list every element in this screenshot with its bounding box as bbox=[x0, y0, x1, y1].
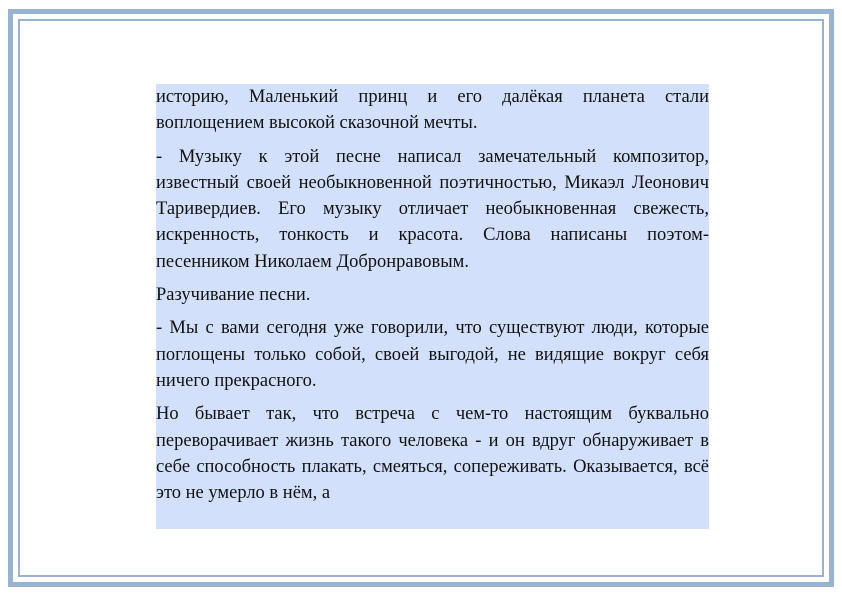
paragraph-1: историю, Маленький принц и его далёкая планета стали воплощением высокой сказочной мечты. bbox=[156, 87, 709, 134]
paragraph-3: Разучивание песни. bbox=[156, 285, 311, 306]
paragraph-4: - Мы с вами сегодня уже говорили, что существуют люди, которые поглощены только собой, своей выгодой, не видящие вокруг себя ничего прекрасного. bbox=[156, 318, 709, 391]
paragraph-2: - Музыку к этой песне написал замечательный композитор, известный своей необыкновенной поэтичностью, Микаэл Леонович Таривердиев. Его музыку отличает необыкновенная свежесть, искренность, тонкость и красота. Слова написаны поэтом-песенником Николаем Добронравовым. bbox=[156, 146, 709, 272]
paragraph-5: Но бывает так, что встреча с чем-то настоящим буквально переворачивает жизнь такого человека - и он вдруг обнаруживает в себе способность плакать, смеяться, сопереживать. Оказывается, всё это не умерло в нём, а bbox=[156, 404, 709, 504]
slide-text-block bbox=[156, 84, 709, 529]
